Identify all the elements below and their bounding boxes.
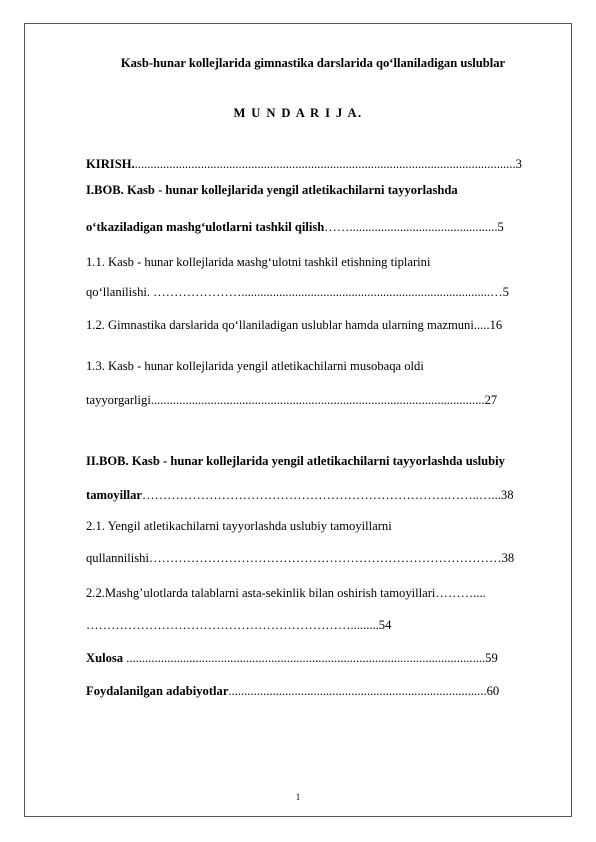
toc-entry-adabiyotlar (86, 683, 556, 699)
toc-entry-text: 1.2. Gimnastika darslarida qo‘llaniladigan uslublar hamda ularning mazmuni (86, 318, 474, 332)
toc-entry-1-2 (86, 317, 556, 333)
toc-entry-text: 1.1. Kasb - hunar kollejlarida мashg‘ulotni tashkil etishning tiplarini (86, 255, 431, 269)
toc-entry-text: 2.2.Mashg’ulotlarda talablarni asta-sekinlik bilan oshirish tamoyillari……….... (86, 586, 486, 600)
toc-entry-leader: ..................................................................................................................59 (123, 651, 498, 665)
toc-entry-kirish (86, 156, 556, 172)
toc-entry-chapter-1-line-1 (86, 182, 556, 198)
toc-entry-text: tayyorgarligi (86, 393, 151, 407)
toc-entry-text: Foydalanilgan adabiyotlar (86, 684, 229, 698)
toc-entry-text: II.BOB. Kasb - hunar kollejlarida yengil atletikachilarni tayyorlashda uslubiy (86, 454, 505, 468)
toc-entry-text: 1.3. Kasb - hunar kollejlarida yengil atletikachilarni musobaqa oldi (86, 359, 424, 373)
toc-entry-1-3-line-1 (86, 358, 556, 374)
toc-entry-2-1-line-2 (86, 550, 556, 566)
toc-entry-2-1-line-1 (86, 518, 556, 534)
toc-entry-chapter-1-line-2 (86, 219, 556, 235)
toc-entry-xulosa (86, 650, 556, 666)
document-title: Kasb-hunar kollejlarida gimnastika darslarida qo‘llaniladigan uslublar (120, 56, 506, 70)
toc-entry-1-1-line-1 (86, 254, 556, 270)
toc-entry-chapter-2-line-1 (86, 453, 556, 469)
toc-entry-text: o‘tkaziladigan mashg‘ulotlarni tashkil qilish (86, 220, 325, 234)
toc-entry-leader: .........................................................................................................................3 (134, 157, 522, 171)
toc-entry-leader: …………………………………………………………………………38 (148, 551, 515, 565)
toc-entry-text: qullannilishi (86, 551, 149, 565)
toc-entry-text: tamoyillar (86, 488, 142, 502)
toc-heading: M U N D A R I J A. (233, 106, 363, 120)
toc-entry-text: I.BOB. Kasb - hunar kollejlarida yengil atletikachilarni tayyorlashda (86, 183, 458, 197)
toc-entry-leader: .....16 (473, 318, 503, 332)
toc-entry-leader: ……………………………………………………….........54 (86, 618, 392, 632)
toc-entry-leader: ……………………………………………………………….……..…...38 (141, 488, 514, 502)
toc-entry-2-2-line-1 (86, 585, 556, 601)
toc-entry-text: qo‘llanilishi. (86, 285, 154, 299)
toc-entry-leader: ..........................................................................................................27 (150, 393, 498, 407)
toc-entry-text: 2.1. Yengil atletikachilarni tayyorlashda uslubiy tamoyillarni (86, 519, 392, 533)
toc-entry-leader: ……...............................................5 (324, 220, 504, 234)
toc-entry-leader: …………………...............................................................................…5 (153, 285, 509, 299)
toc-entry-chapter-2-line-2 (86, 487, 556, 503)
page-number: 1 (295, 792, 301, 802)
toc-entry-leader: ..................................................................................60 (228, 684, 500, 698)
toc-entry-1-3-line-2 (86, 392, 556, 408)
toc-entry-2-2-line-2 (86, 617, 556, 633)
toc-entry-text: Xulosa (86, 651, 124, 665)
toc-entry-text: KIRISH. (86, 157, 135, 171)
toc-entry-1-1-line-2 (86, 284, 556, 300)
